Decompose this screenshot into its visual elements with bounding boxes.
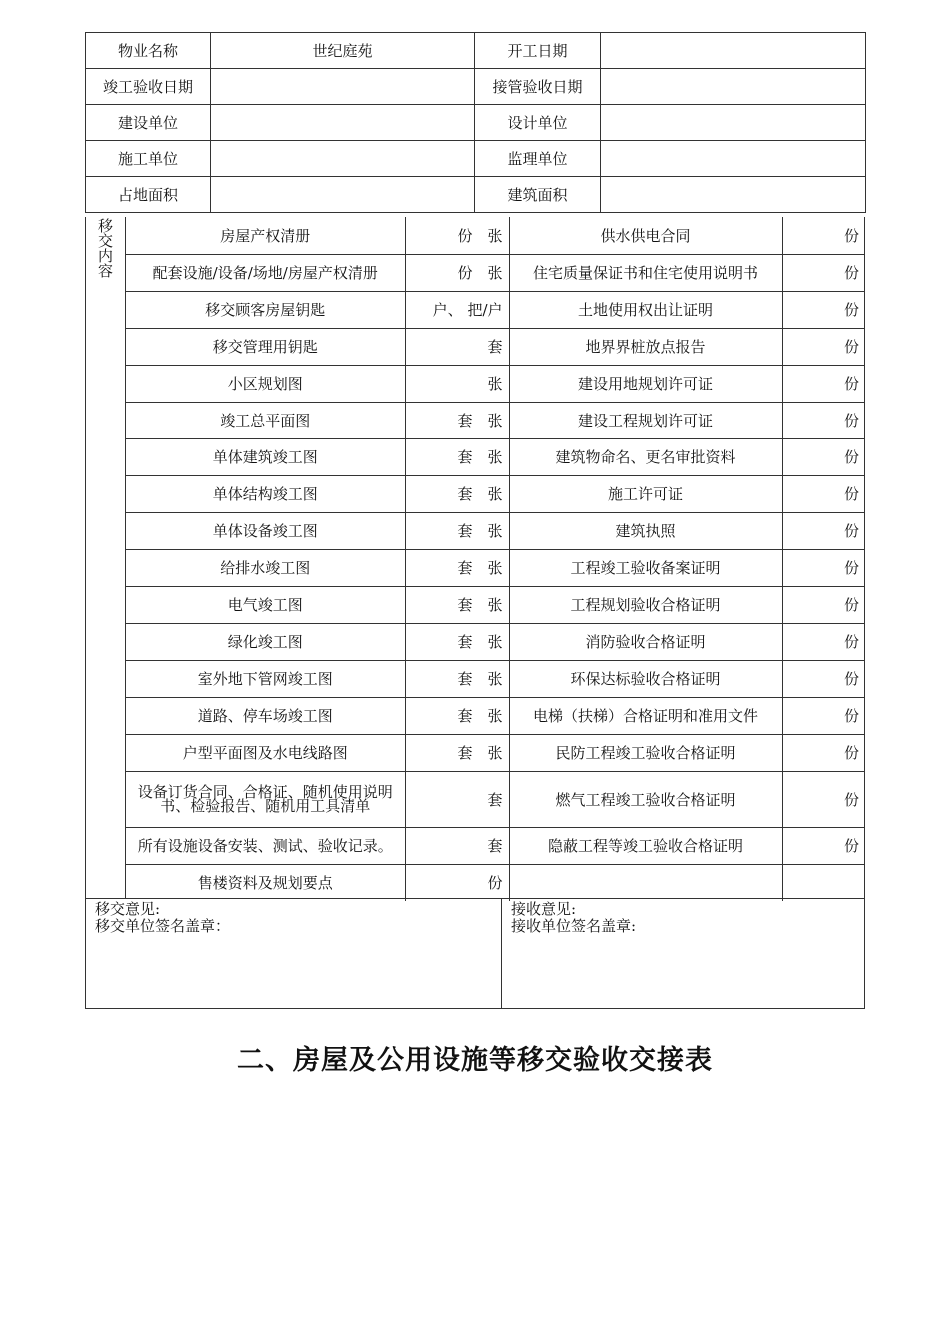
handover-opinion-cell <box>86 899 502 1008</box>
receive-sign-label: 接收单位签名盖章: <box>511 917 637 935</box>
handover-item-right-unit: 份 <box>782 438 865 475</box>
supervisor-label: 监理单位 <box>475 141 601 177</box>
info-row <box>86 177 866 213</box>
handover-item-left: 单体结构竣工图 <box>126 475 405 512</box>
handover-item-right-unit: 份 <box>782 512 865 549</box>
handover-item-right: 建设工程规划许可证 <box>509 402 782 438</box>
builder-value <box>211 105 475 141</box>
handover-item-right-unit: 份 <box>782 217 865 254</box>
handover-item-right-unit: 份 <box>782 660 865 697</box>
handover-items-body <box>126 217 865 901</box>
completion-date-value <box>211 69 475 105</box>
handover-item-right-unit: 份 <box>782 771 865 827</box>
handover-item-left-unit: 户、 把/户 <box>405 291 509 328</box>
start-date-value <box>601 33 866 69</box>
handover-item-left-unit: 套 张 <box>405 402 509 438</box>
handover-row <box>126 512 865 549</box>
handover-row <box>126 291 865 328</box>
handover-item-left: 道路、停车场竣工图 <box>126 697 405 734</box>
handover-item-left-unit: 套 张 <box>405 438 509 475</box>
handover-item-left-unit: 套 张 <box>405 586 509 623</box>
receive-opinion-cell <box>502 899 864 1008</box>
handover-item-left: 配套设施/设备/场地/房屋产权清册 <box>126 254 405 291</box>
handover-item-right: 燃气工程竣工验收合格证明 <box>509 771 782 827</box>
handover-item-right: 环保达标验收合格证明 <box>509 660 782 697</box>
handover-row <box>126 827 865 864</box>
handover-opinion-label: 移交意见: <box>95 900 161 918</box>
handover-item-left-unit: 套 张 <box>405 549 509 586</box>
handover-row <box>126 586 865 623</box>
handover-item-right: 工程规划验收合格证明 <box>509 586 782 623</box>
handover-section <box>85 217 865 899</box>
handover-item-right-unit: 份 <box>782 623 865 660</box>
handover-item-right: 建筑物命名、更名审批资料 <box>509 438 782 475</box>
handover-row <box>126 475 865 512</box>
handover-item-right-unit: 份 <box>782 549 865 586</box>
opinions-section <box>85 898 865 1009</box>
receive-opinion-label: 接收意见: <box>511 900 577 918</box>
handover-content-label-cell <box>86 217 126 898</box>
handover-item-left: 绿化竣工图 <box>126 623 405 660</box>
handover-item-right: 供水供电合同 <box>509 217 782 254</box>
handover-row <box>126 328 865 365</box>
start-date-label: 开工日期 <box>475 33 601 69</box>
contractor-value <box>211 141 475 177</box>
handover-item-right: 地界界桩放点报告 <box>509 328 782 365</box>
handover-row <box>126 217 865 254</box>
handover-item-right-unit: 份 <box>782 254 865 291</box>
handover-item-right: 住宅质量保证书和住宅使用说明书 <box>509 254 782 291</box>
handover-item-left-unit: 套 张 <box>405 660 509 697</box>
land-area-value <box>211 177 475 213</box>
handover-row <box>126 254 865 291</box>
property-name-label: 物业名称 <box>86 33 211 69</box>
property-name-value: 世纪庭苑 <box>211 33 475 69</box>
handover-item-left: 所有设施设备安装、测试、验收记录。 <box>126 827 405 864</box>
handover-row <box>126 623 865 660</box>
info-row <box>86 33 866 69</box>
handover-row <box>126 402 865 438</box>
supervisor-value <box>601 141 866 177</box>
takeover-date-value <box>601 69 866 105</box>
handover-row <box>126 365 865 402</box>
handover-item-right: 民防工程竣工验收合格证明 <box>509 734 782 771</box>
handover-item-left: 售楼资料及规划要点 <box>126 864 405 901</box>
handover-item-left: 单体设备竣工图 <box>126 512 405 549</box>
building-area-label: 建筑面积 <box>475 177 601 213</box>
handover-item-right-unit: 份 <box>782 365 865 402</box>
handover-item-left-unit: 份 <box>405 864 509 901</box>
handover-item-left: 移交顾客房屋钥匙 <box>126 291 405 328</box>
handover-item-right: 建筑执照 <box>509 512 782 549</box>
handover-item-right-unit <box>782 864 865 901</box>
handover-item-right: 施工许可证 <box>509 475 782 512</box>
handover-item-right: 隐蔽工程等竣工验收合格证明 <box>509 827 782 864</box>
handover-item-left-unit: 套 <box>405 328 509 365</box>
handover-item-right: 电梯（扶梯）合格证明和准用文件 <box>509 697 782 734</box>
handover-row <box>126 734 865 771</box>
handover-item-right-unit: 份 <box>782 291 865 328</box>
info-row <box>86 69 866 105</box>
handover-item-left: 竣工总平面图 <box>126 402 405 438</box>
takeover-date-label: 接管验收日期 <box>475 69 601 105</box>
handover-item-right: 消防验收合格证明 <box>509 623 782 660</box>
land-area-label: 占地面积 <box>86 177 211 213</box>
info-row <box>86 141 866 177</box>
designer-value <box>601 105 866 141</box>
section-title: 二、房屋及公用设施等移交验收交接表 <box>237 1045 713 1076</box>
handover-item-left-unit: 张 <box>405 365 509 402</box>
handover-item-left: 单体建筑竣工图 <box>126 438 405 475</box>
handover-item-left: 小区规划图 <box>126 365 405 402</box>
handover-item-left: 户型平面图及水电线路图 <box>126 734 405 771</box>
handover-item-right-unit: 份 <box>782 697 865 734</box>
handover-row <box>126 660 865 697</box>
handover-row <box>126 697 865 734</box>
handover-item-left-unit: 套 <box>405 827 509 864</box>
completion-date-label: 竣工验收日期 <box>86 69 211 105</box>
handover-item-left-unit: 套 张 <box>405 475 509 512</box>
handover-item-right-unit: 份 <box>782 328 865 365</box>
handover-content-label: 移交内容 <box>97 217 113 280</box>
handover-item-left: 设备订货合同、合格证、随机使用说明书、检验报告、随机用工具清单 <box>126 771 405 827</box>
building-area-value <box>601 177 866 213</box>
contractor-label: 施工单位 <box>86 141 211 177</box>
handover-row <box>126 549 865 586</box>
handover-item-right-unit: 份 <box>782 734 865 771</box>
designer-label: 设计单位 <box>475 105 601 141</box>
builder-label: 建设单位 <box>86 105 211 141</box>
handover-item-left-unit: 套 张 <box>405 697 509 734</box>
handover-item-left: 室外地下管网竣工图 <box>126 660 405 697</box>
handover-item-left-unit: 份 张 <box>405 217 509 254</box>
handover-item-right-unit: 份 <box>782 827 865 864</box>
handover-item-right: 工程竣工验收备案证明 <box>509 549 782 586</box>
handover-item-left-unit: 套 张 <box>405 512 509 549</box>
handover-item-right-unit: 份 <box>782 586 865 623</box>
handover-row <box>126 771 865 827</box>
handover-item-left-unit: 套 张 <box>405 623 509 660</box>
handover-sign-label: 移交单位签名盖章： <box>95 917 231 935</box>
handover-item-right-unit: 份 <box>782 402 865 438</box>
handover-item-left: 给排水竣工图 <box>126 549 405 586</box>
property-info-table <box>85 32 866 213</box>
handover-row <box>126 438 865 475</box>
handover-item-right-unit: 份 <box>782 475 865 512</box>
info-row <box>86 105 866 141</box>
handover-item-left: 电气竣工图 <box>126 586 405 623</box>
handover-item-left-unit: 套 <box>405 771 509 827</box>
handover-item-left: 房屋产权清册 <box>126 217 405 254</box>
handover-item-right <box>509 864 782 901</box>
handover-row <box>126 864 865 901</box>
handover-item-left: 移交管理用钥匙 <box>126 328 405 365</box>
handover-item-left-unit: 套 张 <box>405 734 509 771</box>
handover-item-left-unit: 份 张 <box>405 254 509 291</box>
handover-items-table <box>126 217 865 901</box>
handover-item-right: 建设用地规划许可证 <box>509 365 782 402</box>
handover-item-right: 土地使用权出让证明 <box>509 291 782 328</box>
